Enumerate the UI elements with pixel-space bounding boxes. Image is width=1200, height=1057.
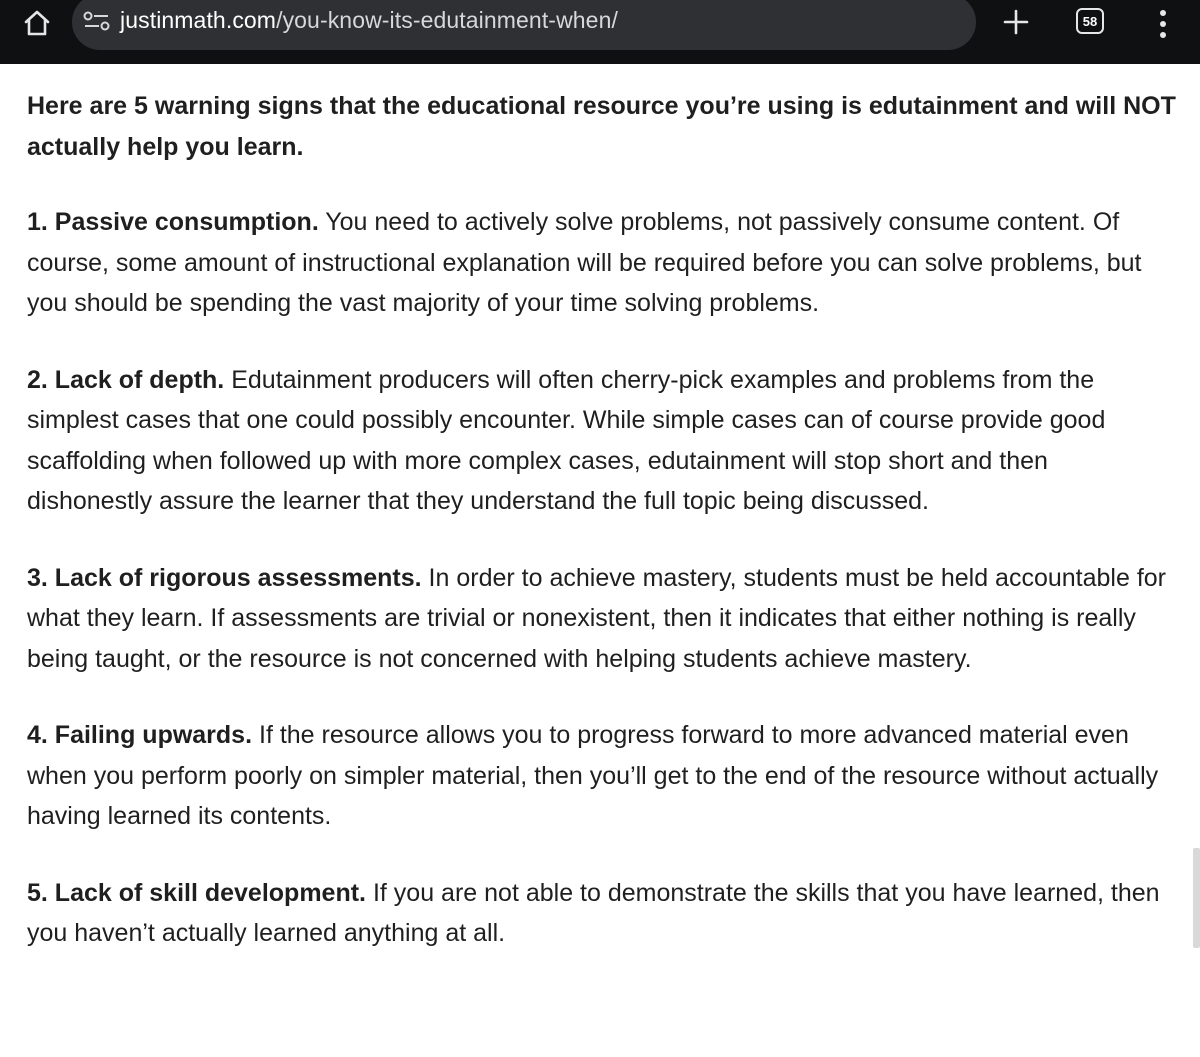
menu-dot: [1160, 10, 1166, 16]
home-button[interactable]: [16, 4, 58, 42]
sign-title: 2. Lack of depth.: [27, 365, 225, 394]
sign-body: In order to achieve mastery, students must be held accountable for what they learn. If assessments are trivial or nonexistent, then it indicates that either nothing is really being taught, or the resource is not concerned with helping students achieve mastery.: [27, 563, 1166, 673]
url-domain: justinmath.com: [120, 7, 277, 33]
sign-body: You need to actively solve problems, not passively consume content. Of course, some amount of instructional explanation will be required before you can solve problems, but you should be spending the vast majority of your time solving problems.: [27, 208, 1142, 317]
intro-paragraph: Here are 5 warning signs that the educational resource you’re using is edutainment and will NOT actually help you learn.: [27, 92, 1176, 161]
warning-sign-2: [27, 360, 1177, 522]
url-text[interactable]: [120, 7, 618, 34]
warning-sign-1: [27, 202, 1177, 324]
sign-title: 5. Lack of skill development.: [27, 878, 367, 907]
warning-sign-5: [27, 873, 1177, 954]
scrollbar-thumb[interactable]: [1193, 848, 1200, 948]
home-icon: [22, 8, 52, 38]
sign-title: 3. Lack of rigorous assessments.: [27, 563, 422, 592]
tune-icon[interactable]: [82, 10, 112, 32]
warning-sign-4: [27, 715, 1177, 837]
new-tab-button[interactable]: [996, 2, 1036, 42]
tab-count: 58: [1082, 13, 1098, 29]
browser-toolbar: [0, 0, 1200, 64]
tab-switcher-button[interactable]: [1076, 8, 1104, 34]
plus-icon: [1002, 8, 1030, 36]
sign-title: 4. Failing upwards.: [27, 721, 253, 749]
sign-title: 1. Passive consumption.: [27, 208, 319, 236]
url-path: /you-know-its-edutainment-when/: [276, 7, 618, 33]
warning-sign-3: [27, 558, 1177, 680]
more-vert-icon[interactable]: [1150, 4, 1176, 44]
menu-dot: [1160, 21, 1166, 27]
article-body: [27, 86, 1177, 990]
sign-body: If you are not able to demonstrate the skills that you have learned, then you haven’t actually learned anything at all.: [27, 878, 1160, 947]
menu-dot: [1160, 32, 1166, 38]
sign-body: If the resource allows you to progress forward to more advanced material even when you perform poorly on simpler material, then you’ll get to the end of the resource without actually having learned its contents.: [27, 721, 1159, 830]
address-bar[interactable]: [72, 0, 976, 50]
sign-body: Edutainment producers will often cherry-pick examples and problems from the simplest cases that one could possibly encounter. While simple cases can of course provide good scaffolding when followed up with more complex cases, edutainment will stop short and then dishonestly assure the learner that they understand the full topic being discussed.: [27, 365, 1106, 515]
